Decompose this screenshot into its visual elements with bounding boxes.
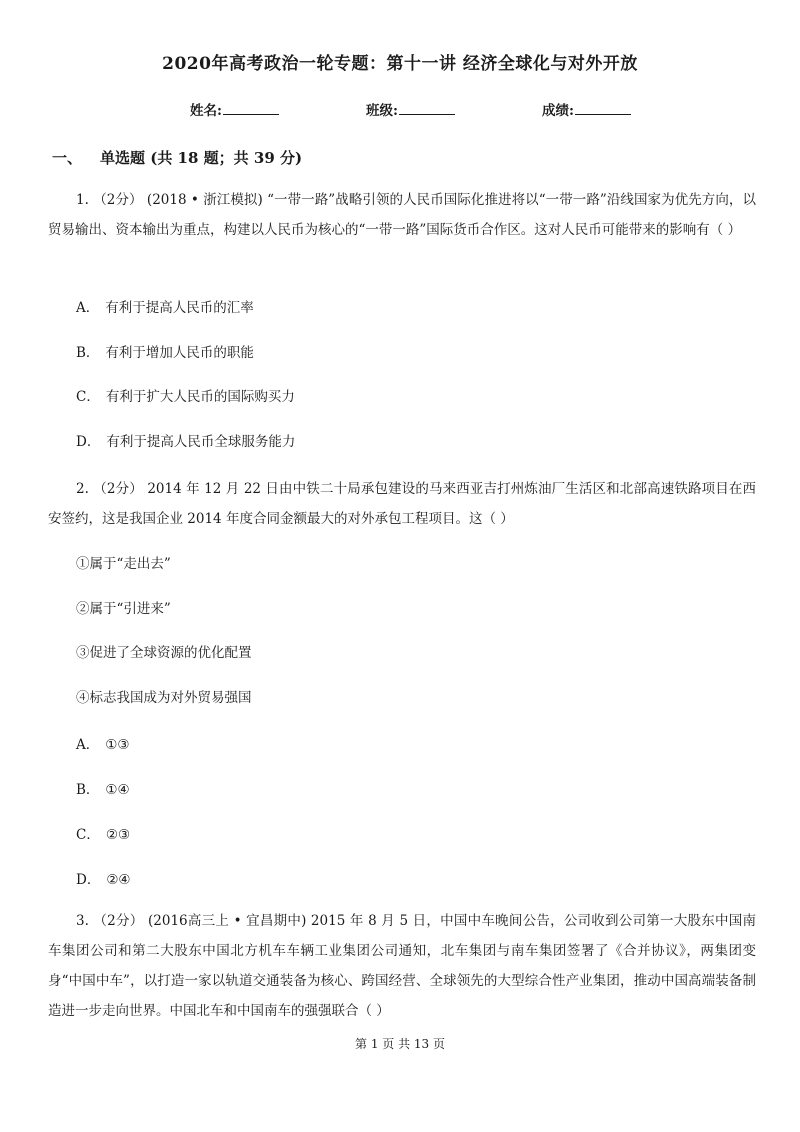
option-letter: C． xyxy=(76,827,100,843)
question-2-statement-1: ①属于“走出去” xyxy=(76,556,171,572)
section-title: 单选题 (共 18 题；共 39 分) xyxy=(100,149,303,167)
option-letter: D． xyxy=(76,434,101,450)
question-2-text: 2. （2分） 2014 年 12 月 22 日由中铁二十局承包建设的马来西亚吉打州炼油厂生活区和北部高速铁路项目在西安签约，这是我国企业 2014 年度合同金额最大的对外承包工程项目。这（ ） xyxy=(48,481,756,527)
class-blank xyxy=(399,100,455,115)
question-1-text: 1. （2分） (2018 • 浙江模拟) “一带一路”战略引领的人民币国际化推进将以“一带一路”沿线国家为优先方向，以贸易输出、资本输出为重点，构建以人民币为核心的“一带一路”国际货币合作区。这对人民币可能带来的影响有（ ） xyxy=(48,192,756,238)
question-2-option-d xyxy=(76,870,131,890)
option-text: ②③ xyxy=(105,827,131,843)
name-blank xyxy=(223,100,279,115)
option-text: 有利于提高人民币的汇率 xyxy=(105,300,254,316)
option-text: 有利于增加人民币的职能 xyxy=(105,345,254,361)
option-letter: B． xyxy=(76,345,100,361)
document-title: 2020年高考政治一轮专题：第十一讲 经济全球化与对外开放 xyxy=(162,54,638,74)
question-2-option-b xyxy=(76,780,130,800)
question-1-option-c xyxy=(76,387,295,407)
option-letter: D． xyxy=(76,872,101,888)
score-field xyxy=(542,99,631,119)
class-field xyxy=(366,99,455,119)
option-text: 有利于提高人民币全球服务能力 xyxy=(106,434,296,450)
option-letter: C． xyxy=(76,389,100,405)
section-number: 一、 xyxy=(52,149,83,167)
option-text: ①③ xyxy=(105,737,130,753)
name-field xyxy=(190,99,279,119)
option-letter: B． xyxy=(76,782,100,798)
option-text: ①④ xyxy=(105,782,130,798)
score-label: 成绩: xyxy=(542,103,574,119)
section-heading xyxy=(52,147,302,168)
option-letter: A． xyxy=(76,300,100,316)
question-1-option-a xyxy=(76,298,254,318)
option-text: ②④ xyxy=(106,872,131,888)
question-2-statement-3: ③促进了全球资源的优化配置 xyxy=(76,645,252,661)
name-label: 姓名: xyxy=(190,103,222,119)
question-1-option-b xyxy=(76,343,254,363)
page-footer: 第 1 页 共 13 页 xyxy=(355,1037,445,1051)
score-blank xyxy=(575,100,631,115)
option-letter: A． xyxy=(76,737,100,753)
question-1-option-d xyxy=(76,432,295,452)
question-2-option-a xyxy=(76,735,129,755)
question-2-statement-2: ②属于“引进来” xyxy=(76,601,171,617)
question-3-text: 3. （2分） (2016高三上 • 宜昌期中) 2015 年 8 月 5 日，中国中车晚间公告，公司收到公司第一大股东中国南车集团公司和第二大股东中国北方机车车辆工业集团公司通知，北车集团与南车集团签署了《合并协议》，两集团变身“中国中车”，以打造一家以轨道交通装备为核心、跨国经营、全球领先的大型综合性产业集团，推动中国高端装备制造进一步走向世界。中国北车和中国南车的强强联合（ ） xyxy=(48,913,756,1019)
question-2-statement-4: ④标志我国成为对外贸易强国 xyxy=(76,690,252,706)
question-2-option-c xyxy=(76,825,130,845)
student-info-row xyxy=(0,99,800,119)
class-label: 班级: xyxy=(366,103,398,119)
option-text: 有利于扩大人民币的国际购买力 xyxy=(105,389,295,405)
